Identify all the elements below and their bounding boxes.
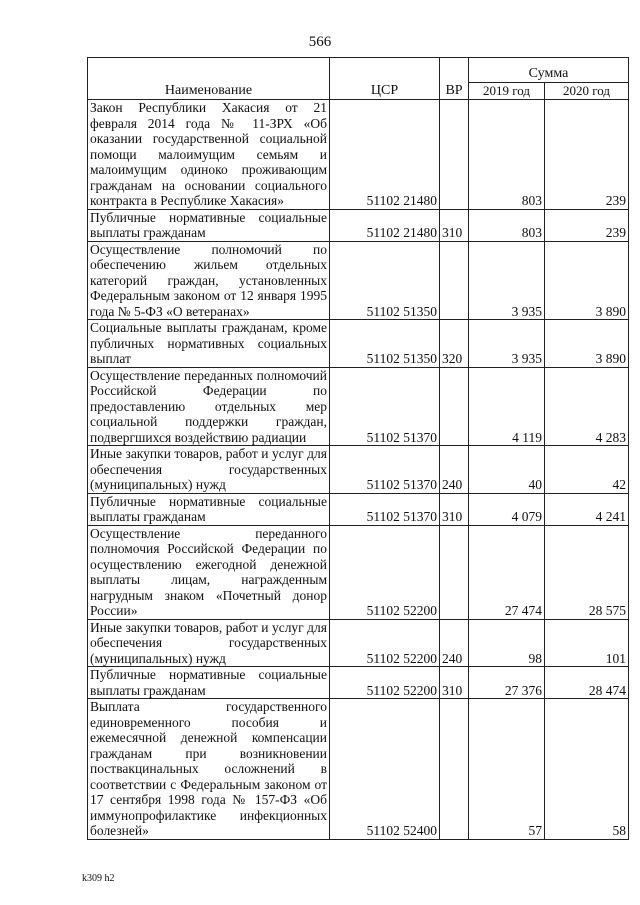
table-row <box>88 619 629 667</box>
table-row <box>88 525 629 619</box>
row-sum-2020-cell: 3 890 <box>545 320 629 368</box>
row-csr-cell: 51102 51370 <box>330 493 440 525</box>
row-csr-cell: 51102 51350 <box>330 241 440 320</box>
row-csr-cell: 51102 51350 <box>330 320 440 368</box>
row-name-cell: Публичные нормативные социальные выплаты гражданам <box>88 209 330 241</box>
row-name-cell: Иные закупки товаров, работ и услуг для обеспечения государственных (муниципальных) нужд <box>88 446 330 494</box>
table-row <box>88 493 629 525</box>
row-name-cell: Выплата государственного единовременного пособия и ежемесячной денежной компенсации гражданам при возникновении поствакцинальных осложнений в соответствии с Федеральным законом от 17 сентября 1998 года № 157-ФЗ «Об иммунопрофилактике инфекционных болезней» <box>88 699 330 840</box>
row-csr-cell: 51102 51370 <box>330 446 440 494</box>
table-row <box>88 209 629 241</box>
table-row <box>88 100 629 210</box>
table-row <box>88 241 629 320</box>
row-vr-cell: 310 <box>440 493 469 525</box>
row-vr-cell <box>440 241 469 320</box>
row-sum-2019-cell: 57 <box>469 699 545 840</box>
table-body <box>88 100 629 840</box>
header-sum: Сумма <box>469 58 629 83</box>
row-sum-2019-cell: 27 474 <box>469 525 545 619</box>
row-vr-cell <box>440 100 469 210</box>
row-sum-2019-cell: 803 <box>469 100 545 210</box>
row-sum-2019-cell: 4 119 <box>469 367 545 446</box>
row-sum-2019-cell: 3 935 <box>469 320 545 368</box>
row-vr-cell <box>440 699 469 840</box>
row-sum-2019-cell: 4 079 <box>469 493 545 525</box>
row-sum-2020-cell: 58 <box>545 699 629 840</box>
table-row <box>88 320 629 368</box>
row-vr-cell <box>440 525 469 619</box>
row-vr-cell: 240 <box>440 446 469 494</box>
row-sum-2019-cell: 98 <box>469 619 545 667</box>
row-sum-2020-cell: 4 283 <box>545 367 629 446</box>
table-row <box>88 667 629 699</box>
row-csr-cell: 51102 21480 <box>330 209 440 241</box>
row-sum-2019-cell: 27 376 <box>469 667 545 699</box>
header-year-2019: 2019 год <box>469 83 545 100</box>
row-vr-cell <box>440 367 469 446</box>
row-sum-2020-cell: 239 <box>545 209 629 241</box>
row-sum-2020-cell: 28 575 <box>545 525 629 619</box>
row-csr-cell: 51102 52200 <box>330 667 440 699</box>
row-csr-cell: 51102 52400 <box>330 699 440 840</box>
row-sum-2020-cell: 101 <box>545 619 629 667</box>
page-number: 566 <box>308 34 332 50</box>
row-sum-2020-cell: 3 890 <box>545 241 629 320</box>
table-row <box>88 446 629 494</box>
row-vr-cell: 310 <box>440 667 469 699</box>
header-vr: ВР <box>440 58 469 100</box>
row-name-cell: Публичные нормативные социальные выплаты гражданам <box>88 493 330 525</box>
row-name-cell: Осуществление переданного полномочия Российской Федерации по осуществлению ежегодной денежной выплаты лицам, награжденным нагрудным знаком «Почетный донор России» <box>88 525 330 619</box>
table-row <box>88 367 629 446</box>
row-sum-2020-cell: 28 474 <box>545 667 629 699</box>
row-csr-cell: 51102 52200 <box>330 619 440 667</box>
row-sum-2020-cell: 42 <box>545 446 629 494</box>
header-year-2020: 2020 год <box>545 83 629 100</box>
row-vr-cell: 320 <box>440 320 469 368</box>
row-csr-cell: 51102 52200 <box>330 525 440 619</box>
header-name: Наименование <box>88 58 330 100</box>
row-name-cell: Иные закупки товаров, работ и услуг для обеспечения государственных (муниципальных) нужд <box>88 619 330 667</box>
row-name-cell: Закон Республики Хакасия от 21 февраля 2014 года № 11-ЗРХ «Об оказании государственной социальной помощи малоимущим семьям и малоимущим одиноко проживающим гражданам на основании социального контракта в Республике Хакасия» <box>88 100 330 210</box>
row-name-cell: Осуществление полномочий по обеспечению жильем отдельных категорий граждан, установленных Федеральным законом от 12 января 1995 года № 5-ФЗ «О ветеранах» <box>88 241 330 320</box>
row-vr-cell: 310 <box>440 209 469 241</box>
row-sum-2020-cell: 239 <box>545 100 629 210</box>
row-name-cell: Публичные нормативные социальные выплаты гражданам <box>88 667 330 699</box>
row-vr-cell: 240 <box>440 619 469 667</box>
row-sum-2019-cell: 3 935 <box>469 241 545 320</box>
footer-code: k309 h2 <box>82 873 115 884</box>
header-csr: ЦСР <box>330 58 440 100</box>
row-sum-2019-cell: 40 <box>469 446 545 494</box>
row-name-cell: Социальные выплаты гражданам, кроме публичных нормативных социальных выплат <box>88 320 330 368</box>
budget-table <box>87 57 629 840</box>
row-csr-cell: 51102 21480 <box>330 100 440 210</box>
row-name-cell: Осуществление переданных полномочий Российской Федерации по предоставлению отдельных мер социальной поддержки граждан, подвергшихся воздействию радиации <box>88 367 330 446</box>
row-sum-2020-cell: 4 241 <box>545 493 629 525</box>
table-row <box>88 699 629 840</box>
row-sum-2019-cell: 803 <box>469 209 545 241</box>
row-csr-cell: 51102 51370 <box>330 367 440 446</box>
